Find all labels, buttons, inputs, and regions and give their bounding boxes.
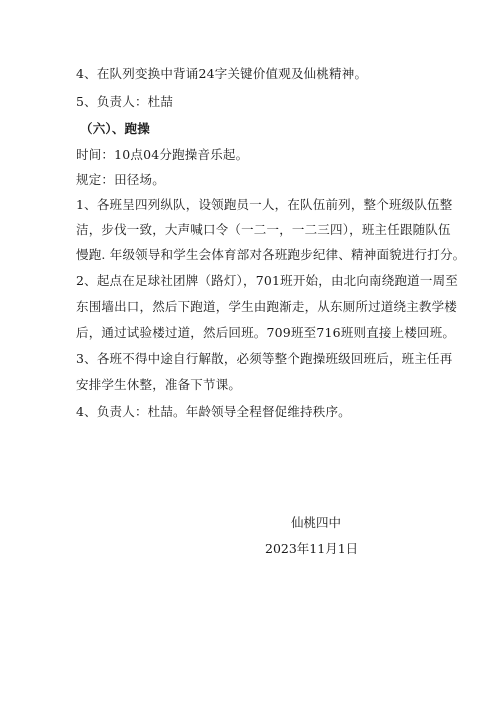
paragraph-line: 后，通过试验楼过道，然后回班。709班至716班则直接上楼回班。	[76, 325, 456, 340]
paragraph-line: 4、负责人：杜喆。年龄领导全程督促维持秩序。	[76, 404, 351, 419]
paragraph-line: 东围墙出口，然后下跑道，学生由跑渐走，从东厕所过道绕主教学楼	[76, 299, 458, 314]
paragraph-line: 慢跑. 年级领导和学生会体育部对各班跑步纪律、精神面貌进行打分。	[76, 247, 466, 262]
paragraph-line: 2、起点在足球社团牌（路灯），701班开始，由北向南绕跑道一周至	[76, 273, 458, 288]
signature-date: 2023年11月1日	[265, 541, 359, 556]
paragraph-line: 时间：10点04分跑操音乐起。	[76, 147, 249, 162]
paragraph-line: 1、各班呈四列纵队，设领跑员一人，在队伍前列，整个班级队伍整	[76, 197, 453, 212]
section-heading: （六）、跑操	[80, 121, 150, 136]
paragraph-line: 4、在队列变换中背诵24字关键价值观及仙桃精神。	[76, 66, 368, 81]
paragraph-line: 3、各班不得中途自行解散，必须等整个跑操班级回班后，班主任再	[76, 351, 453, 366]
signature-organization: 仙桃四中	[291, 515, 342, 530]
paragraph-line: 5、负责人：杜喆	[76, 94, 174, 109]
paragraph-line: 安排学生休整，准备下节课。	[76, 377, 242, 392]
paragraph-line: 规定：田径场。	[76, 172, 165, 187]
paragraph-line: 洁，步伐一致，大声喊口令（一二一，一二三四），班主任跟随队伍	[76, 222, 451, 237]
